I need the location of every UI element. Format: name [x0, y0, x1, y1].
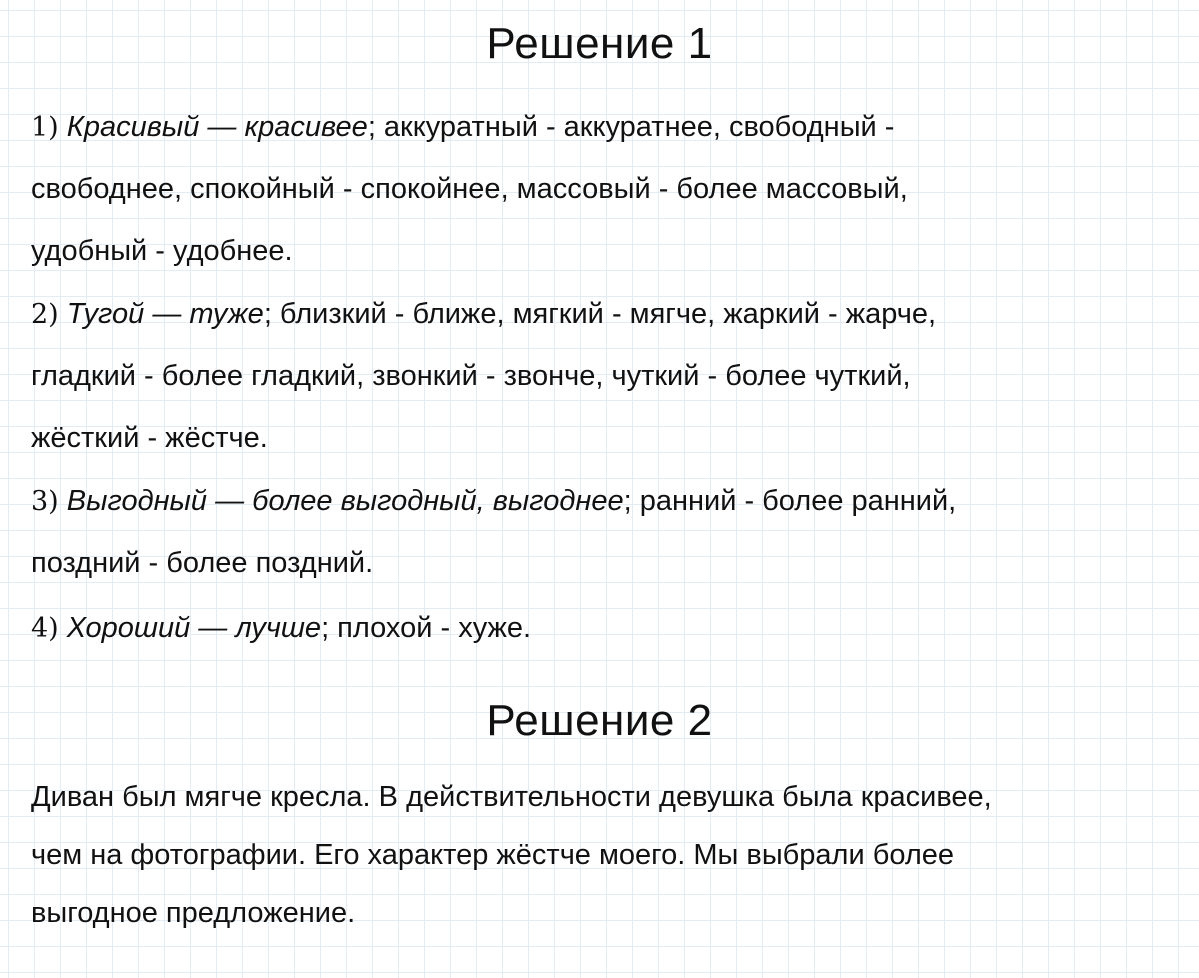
item-line: свободнее, спокойный - спокойнее, массовый - более массовый, — [31, 173, 908, 205]
item-lead-italic: Хороший — лучше — [66, 612, 322, 644]
item-lead-italic: Выгодный — более выгодный, выгоднее — [66, 485, 624, 517]
solution-1-item-2 — [31, 283, 1171, 469]
item-line: жёсткий - жёстче. — [31, 422, 268, 454]
item-line: удобный - удобнее. — [31, 235, 293, 267]
item-line: поздний - более поздний. — [31, 547, 374, 579]
item-line — [31, 597, 1171, 659]
text-line: Диван был мягче кресла. В действительности девушка была красивее, — [31, 781, 992, 813]
text-line: выгодное предложение. — [31, 897, 356, 929]
solution-2-text — [31, 768, 1171, 942]
item-text: ; аккуратный - аккуратнее, свободный - — [367, 111, 895, 143]
item-line — [31, 470, 1171, 532]
text-line: чем на фотографии. Его характер жёстче моего. Мы выбрали более — [31, 839, 955, 871]
item-number: 2) — [31, 299, 59, 330]
solution-2-title: Решение 2 — [486, 696, 713, 745]
solution-1-item-4 — [31, 597, 1171, 659]
solution-1-item-1 — [31, 96, 1171, 282]
item-number: 1) — [31, 112, 59, 143]
item-lead-italic: Красивый — красивее — [66, 111, 368, 143]
item-text: ; близкий - ближе, мягкий - мягче, жаркий - жарче, — [263, 298, 937, 330]
item-line — [31, 96, 1171, 158]
item-line — [31, 283, 1171, 345]
item-lead-italic: Тугой — туже — [66, 298, 264, 330]
solution-1-item-3 — [31, 470, 1171, 594]
item-number: 4) — [31, 613, 59, 644]
item-text: ; ранний - более ранний, — [623, 485, 957, 517]
item-line: гладкий - более гладкий, звонкий - звонче, чуткий - более чуткий, — [31, 360, 911, 392]
item-number: 3) — [31, 486, 59, 517]
item-text: ; плохой - хуже. — [321, 612, 532, 644]
solution-1-title: Решение 1 — [486, 19, 713, 68]
